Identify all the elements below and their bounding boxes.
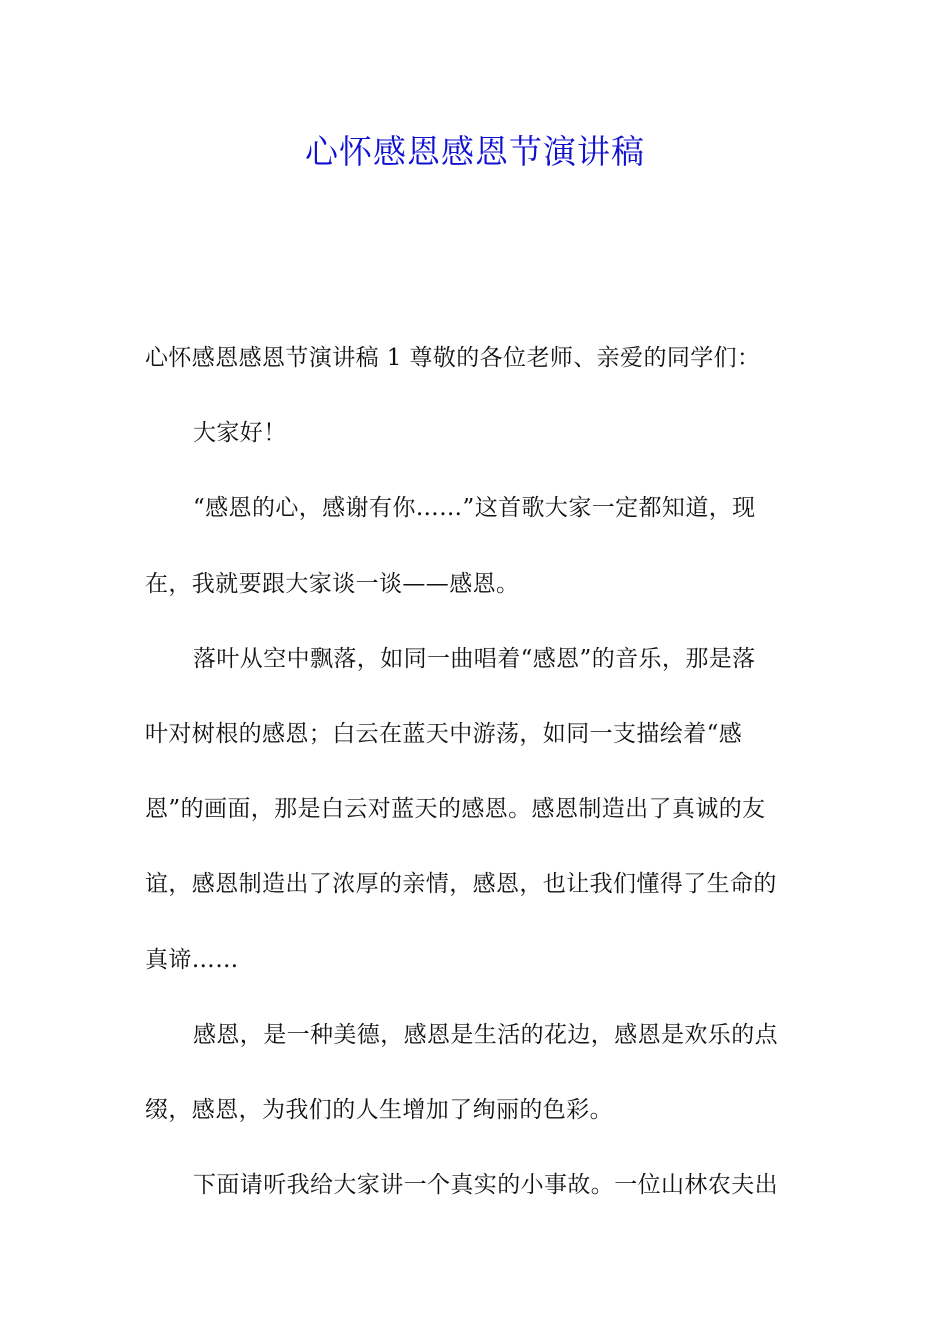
- blank-line: [145, 678, 805, 716]
- body-line: 谊，感恩制造出了浓厚的亲情，感恩，也让我们懂得了生命的: [145, 871, 777, 898]
- body-line: 大家好！: [193, 420, 287, 447]
- body-line: 在，我就要跟大家谈一谈——感恩。: [145, 570, 520, 597]
- document-title: 心怀感恩感恩节演讲稿: [305, 132, 645, 171]
- body-line: 真谛……: [145, 946, 239, 973]
- body-line: “感恩的心，感谢有你……”这首歌大家一定都知道，现: [193, 495, 756, 522]
- blank-line: [145, 603, 805, 641]
- blank-line: [145, 378, 805, 416]
- body-line: 恩”的画面，那是白云对蓝天的感恩。感恩制造出了真诚的友: [145, 796, 766, 823]
- body-line: 落叶从空中飘落，如同一曲唱着“感恩”的音乐，那是落: [193, 645, 756, 672]
- document-body: [145, 340, 805, 1205]
- blank-line: [145, 829, 805, 867]
- body-line: 心怀感恩感恩节演讲稿 1 尊敬的各位老师、亲爱的同学们：: [145, 345, 761, 371]
- blank-line: [145, 904, 805, 942]
- blank-line: [145, 453, 805, 491]
- body-line: 叶对树根的感恩；白云在蓝天中游荡，如同一支描绘着“感: [145, 720, 743, 747]
- blank-line: [145, 754, 805, 792]
- blank-line: [145, 1054, 805, 1092]
- body-line: 下面请听我给大家讲一个真实的小事故。一位山林农夫出: [193, 1172, 778, 1199]
- blank-line: [145, 528, 805, 566]
- blank-line: [145, 1129, 805, 1167]
- body-line: 缀，感恩，为我们的人生增加了绚丽的色彩。: [145, 1096, 613, 1123]
- blank-line: [145, 979, 805, 1017]
- body-line: 感恩，是一种美德，感恩是生活的花边，感恩是欢乐的点: [193, 1021, 778, 1048]
